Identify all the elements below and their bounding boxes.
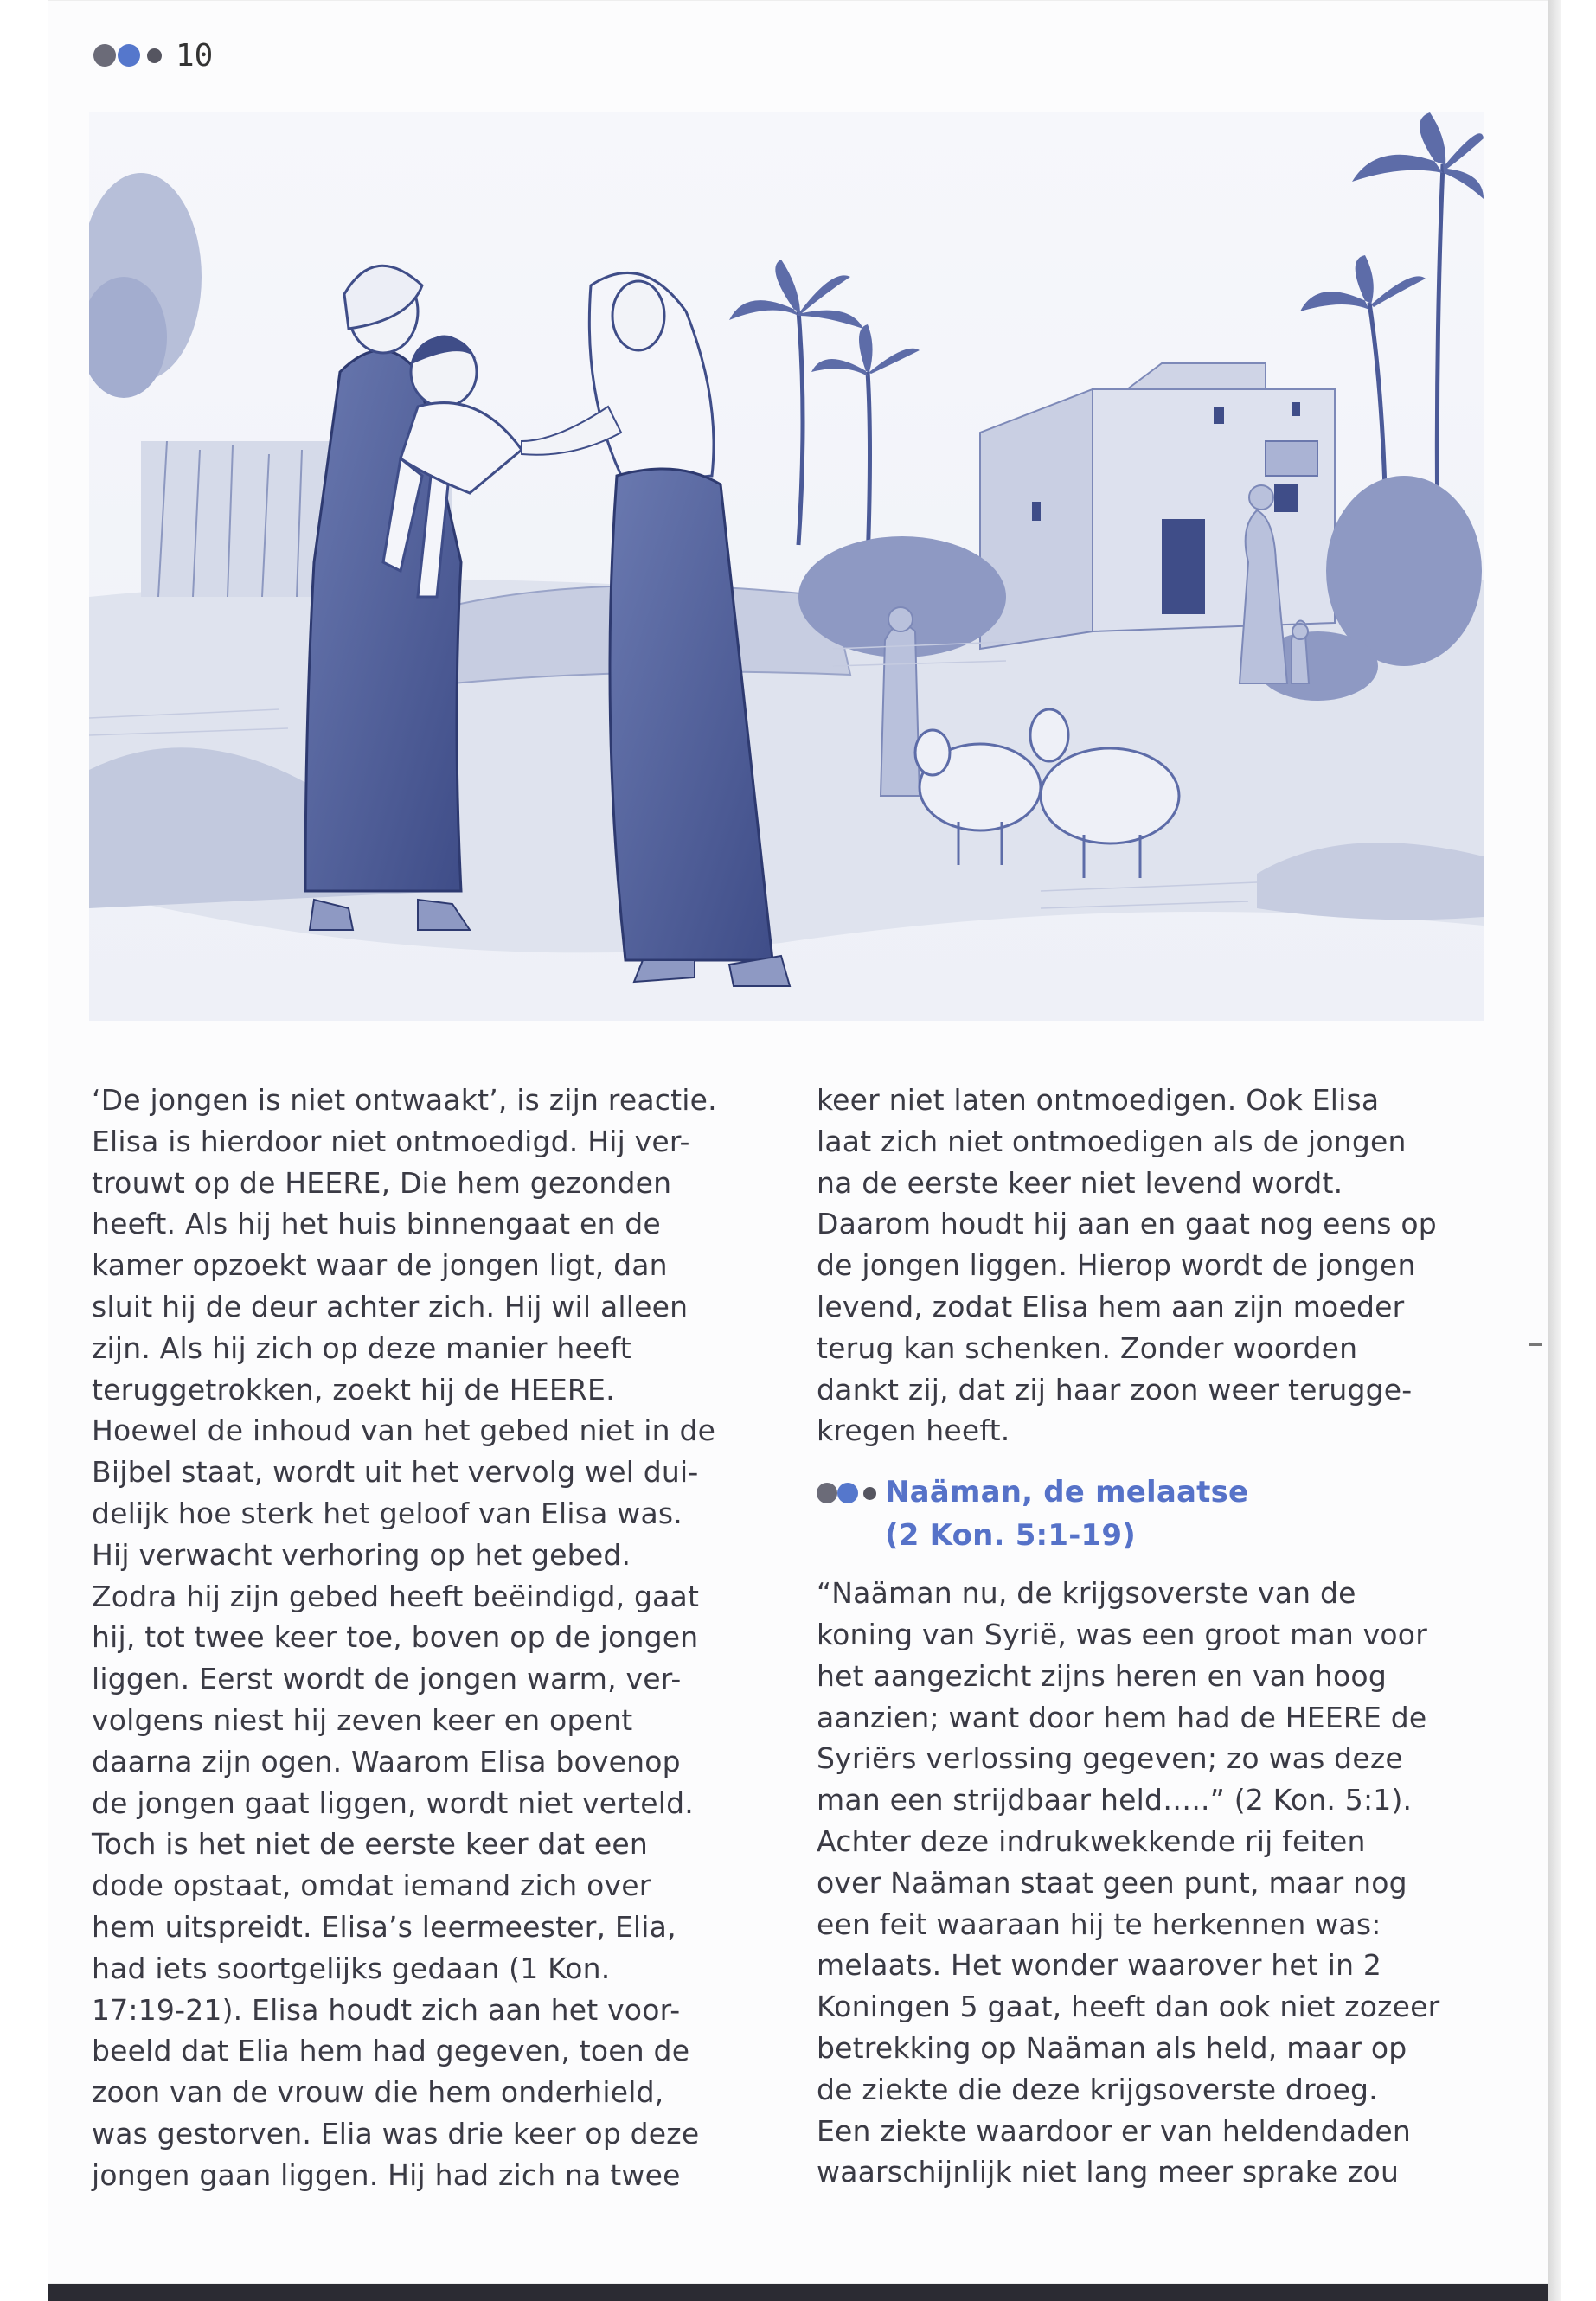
- text-line: Koningen 5 gaat, heeft dan ook niet zozeer: [817, 1990, 1440, 2024]
- bullet-dot-icon: [863, 1487, 876, 1500]
- text-line: aanzien; want door hem had de HEERE de: [817, 1700, 1427, 1734]
- text-line: kamer opzoekt waar de jongen ligt, dan: [92, 1248, 668, 1283]
- text-line: Hoewel de inhoud van het gebed niet in de: [92, 1413, 716, 1448]
- text-column-right: [817, 1080, 1474, 2193]
- text-line: koning van Syrië, was een groot man voor: [817, 1617, 1427, 1651]
- text-line: een feit waaraan hij te herkennen was:: [817, 1907, 1381, 1941]
- text-line: dode opstaat, omdat iemand zich over: [92, 1868, 651, 1903]
- text-line: “Naäman nu, de krijgsoverste van de: [817, 1576, 1356, 1611]
- text-line: trouwt op de HEERE, Die hem gezonden: [92, 1165, 672, 1200]
- text-line: melaats. Het wonder waarover het in 2: [817, 1948, 1382, 1983]
- text-column-left: [92, 1080, 749, 2196]
- illustration: [89, 112, 1484, 1021]
- text-line: 17:19-21). Elisa houdt zich aan het voor-: [92, 1992, 681, 2027]
- text-line: terug kan schenken. Zonder woorden: [817, 1330, 1358, 1365]
- text-line: waarschijnlijk niet lang meer sprake zou: [817, 2155, 1400, 2189]
- text-line: teruggetrokken, zoekt hij de HEERE.: [92, 1372, 615, 1407]
- text-line: laat zich niet ontmoedigen als de jongen: [817, 1124, 1407, 1158]
- text-line: daarna zijn ogen. Waarom Elisa bovenop: [92, 1744, 681, 1779]
- bullet-dot-icon: [118, 44, 140, 67]
- text-line: Hij verwacht verhoring op het gebed.: [92, 1537, 631, 1572]
- text-line: zijn. Als hij zich op deze manier heeft: [92, 1330, 631, 1365]
- text-line: zoon van de vrouw die hem onderhield,: [92, 2075, 664, 2110]
- text-line: man een strijdbaar held…..” (2 Kon. 5:1).: [817, 1783, 1413, 1817]
- heading-bullets: [817, 1483, 876, 1503]
- text-line: keer niet laten ontmoedigen. Ook Elisa: [817, 1083, 1380, 1117]
- text-line: Toch is het niet de eerste keer dat een: [92, 1827, 648, 1862]
- text-line: ‘De jongen is niet ontwaakt’, is zijn reactie.: [92, 1083, 717, 1117]
- text-line: Achter deze indrukwekkende rij feiten: [817, 1823, 1366, 1858]
- text-line: volgens niest hij zeven keer en opent: [92, 1702, 633, 1737]
- text-line: Een ziekte waardoor er van heldendaden: [817, 2113, 1412, 2148]
- text-line: Daarom houdt hij aan en gaat nog eens op: [817, 1207, 1437, 1241]
- page-number: 10: [176, 37, 214, 74]
- text-line: kregen heeft.: [817, 1413, 1010, 1448]
- text-line: hij, tot twee keer toe, boven op de jongen: [92, 1620, 699, 1655]
- text-line: had iets soortgelijks gedaan (1 Kon.: [92, 1951, 611, 1985]
- text-line: hem uitspreidt. Elisa’s leermeester, Elia,: [92, 1909, 676, 1944]
- bullet-dot-icon: [147, 48, 162, 63]
- text-line: na de eerste keer niet levend wordt.: [817, 1165, 1343, 1200]
- text-line: Elisa is hierdoor niet ontmoedigd. Hij ver-: [92, 1124, 690, 1158]
- margin-mark: [1529, 1343, 1542, 1346]
- page-edge-shadow: [1548, 0, 1561, 2301]
- bullet-dot-icon: [93, 44, 116, 67]
- heading-text: [885, 1471, 1248, 1557]
- text-line: Bijbel staat, wordt uit het vervolg wel dui-: [92, 1455, 699, 1490]
- text-line: was gestorven. Elia was drie keer op deze: [92, 2116, 700, 2150]
- text-line: over Naäman staat geen punt, maar nog: [817, 1865, 1407, 1900]
- text-line: beeld dat Elia hem had gegeven, toen de: [92, 2034, 690, 2068]
- page-number-header: [93, 38, 213, 73]
- section-heading: [817, 1471, 1474, 1557]
- text-line: Zodra hij zijn gebed heeft beëindigd, gaat: [92, 1579, 700, 1613]
- text-line: Syriërs verlossing gegeven; zo was deze: [817, 1741, 1403, 1776]
- text-line: heeft. Als hij het huis binnengaat en de: [92, 1207, 661, 1241]
- heading-title: Naäman, de melaatse: [885, 1475, 1249, 1510]
- bullet-dot-icon: [837, 1483, 858, 1503]
- text-line: jongen gaan liggen. Hij had zich na twee: [92, 2157, 681, 2192]
- text-line: levend, zodat Elisa hem aan zijn moeder: [817, 1289, 1405, 1324]
- text-line: de ziekte die deze krijgsoverste droeg.: [817, 2072, 1378, 2106]
- text-line: betrekking op Naäman als held, maar op: [817, 2030, 1407, 2065]
- text-line: liggen. Eerst wordt de jongen warm, ver-: [92, 1662, 682, 1696]
- text-line: de jongen gaat liggen, wordt niet verteld.: [92, 1785, 694, 1820]
- bullet-dot-icon: [817, 1483, 837, 1503]
- text-line: het aangezicht zijns heren en van hoog: [817, 1658, 1387, 1693]
- text-line: delijk hoe sterk het geloof van Elisa was.: [92, 1496, 683, 1530]
- page-bottom-edge: [48, 2284, 1548, 2301]
- text-line: dankt zij, dat zij haar zoon weer terugge-: [817, 1372, 1413, 1407]
- heading-reference: (2 Kon. 5:1-19): [885, 1518, 1136, 1554]
- text-line: de jongen liggen. Hierop wordt de jongen: [817, 1248, 1416, 1283]
- text-line: sluit hij de deur achter zich. Hij wil alleen: [92, 1289, 689, 1324]
